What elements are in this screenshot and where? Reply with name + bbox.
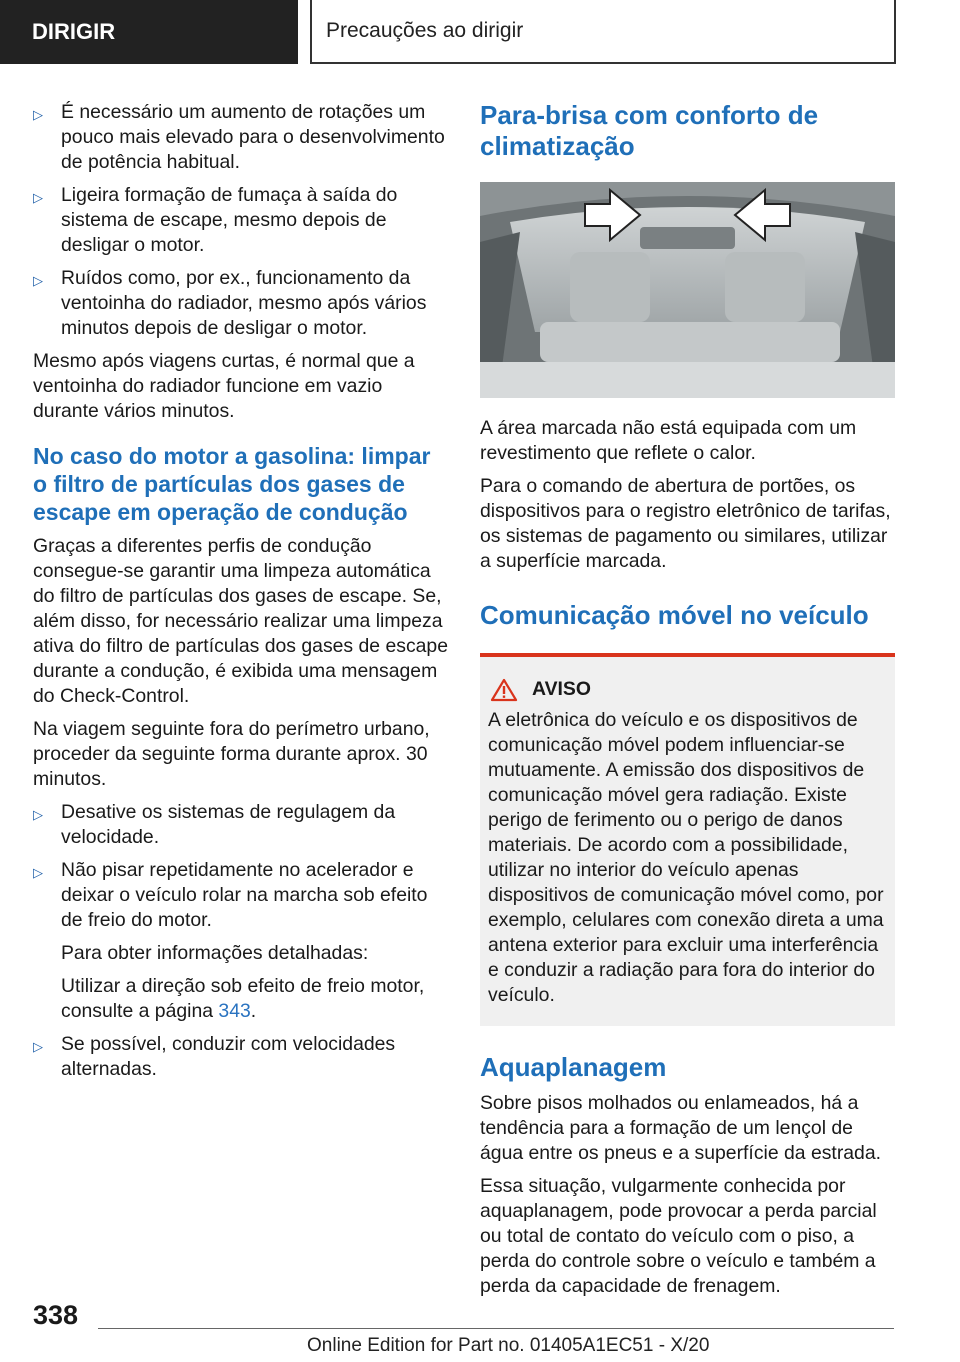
section-tab: DIRIGIR xyxy=(0,0,298,64)
list-item xyxy=(33,1032,448,1082)
page-link[interactable]: 343 xyxy=(218,1000,251,1022)
list-item-text: Desative os sistemas de regulagem da velocidade. xyxy=(61,801,396,848)
list-item xyxy=(33,100,448,175)
warning-title-row xyxy=(488,677,887,702)
sub-paragraph-text: Utilizar a direção sob efeito de freio motor, consulte a página xyxy=(61,975,425,1022)
right-column xyxy=(480,100,895,1307)
section-heading: Para-brisa com conforto de climatização xyxy=(480,100,819,161)
page-number: 338 xyxy=(33,1300,79,1330)
image-caption: A área marcada não está equipada com um revestimento que reflete o calor. xyxy=(480,417,857,464)
triangle-bullet-icon: ▷ xyxy=(33,807,43,822)
sub-paragraph xyxy=(61,974,448,1024)
sub-paragraph: Para obter informações detalhadas: xyxy=(61,942,369,964)
triangle-bullet-icon: ▷ xyxy=(33,107,43,122)
triangle-bullet-icon: ▷ xyxy=(33,1039,43,1054)
paragraph: Graças a diferentes perfis de condução consegue-se garantir uma limpeza automática do filtro de partículas dos gases de escape. Se, além disso, for necessário realizar uma limpeza ativa do filtro de partículas dos gases de escape durante a condução, é exibida uma mensagem do Check-Control. xyxy=(33,535,448,707)
section-heading: Comunicação móvel no veículo xyxy=(480,600,869,630)
windshield-photo xyxy=(480,182,895,398)
list-item xyxy=(33,266,448,341)
footer-divider xyxy=(98,1328,894,1329)
paragraph: Na viagem seguinte fora do perímetro urbano, proceder da seguinte forma durante aprox. 30 minutos. xyxy=(33,718,430,790)
triangle-bullet-icon: ▷ xyxy=(33,273,43,288)
section-heading: Aquaplanagem xyxy=(480,1052,667,1082)
list-item-text: Não pisar repetidamente no acelerador e deixar o veículo rolar na marcha sob efeito de freio do motor. xyxy=(61,859,428,931)
list-item xyxy=(33,183,448,258)
paragraph: Essa situação, vulgarmente conhecida por aquaplanagem, pode provocar a perda parcial ou total de contato do veículo com o piso, a perda do controle sobre o veículo e também a perda da capacidade de frenagem. xyxy=(480,1175,877,1297)
list-item-text: Ligeira formação de fumaça à saída do sistema de escape, mesmo depois de desligar o motor. xyxy=(61,184,398,256)
triangle-bullet-icon: ▷ xyxy=(33,865,43,880)
list-item-text: Ruídos como, por ex., funcionamento da ventoinha do radiador, mesmo após vários minutos depois de desligar o motor. xyxy=(61,267,427,339)
warning-box xyxy=(480,653,895,1026)
list-item xyxy=(33,800,448,850)
chapter-title: Precauções ao dirigir xyxy=(310,0,896,64)
left-column xyxy=(33,100,448,1090)
triangle-bullet-icon: ▷ xyxy=(33,190,43,205)
paragraph: Para o comando de abertura de portões, os dispositivos para o registro eletrônico de tarifas, os sistemas de pagamento ou similares, utilizar a superfície marcada. xyxy=(480,475,891,572)
footer-edition: Online Edition for Part no. 01405A1EC51 - X/20 xyxy=(307,1335,710,1356)
list-item xyxy=(33,858,448,933)
paragraph: Mesmo após viagens curtas, é normal que a ventoinha do radiador funcione em vazio durante vários minutos. xyxy=(33,350,415,422)
list-item-text: É necessário um aumento de rotações um pouco mais elevado para o desenvolvimento de potência habitual. xyxy=(61,101,445,173)
section-heading: No caso do motor a gasolina: limpar o filtro de partículas dos gases de escape em operação de condução xyxy=(33,443,431,525)
warning-triangle-icon xyxy=(490,678,518,702)
warning-title: AVISO xyxy=(532,678,591,700)
sub-paragraph-suffix: . xyxy=(250,1000,257,1022)
warning-text: A eletrônica do veículo e os dispositivos de comunicação móvel podem influenciar-se mutuamente. A emissão dos dispositivos de comunicação móvel gera radiação. Existe perigo de ferimento ou o perigo de danos materiais. De acordo com a possibilidade, utilizar no interior do veículo apenas dispositivos de comunicação móvel como, por exemplo, celulares com conexão direta a uma antena exterior para excluir uma interferência e conduzir a radiação para fora do interior do veículo. xyxy=(488,709,884,1006)
paragraph: Sobre pisos molhados ou enlameados, há a tendência para a formação de um lençol de água entre os pneus e a superfície da estrada. xyxy=(480,1092,882,1164)
list-item-text: Se possível, conduzir com velocidades alternadas. xyxy=(61,1033,396,1080)
